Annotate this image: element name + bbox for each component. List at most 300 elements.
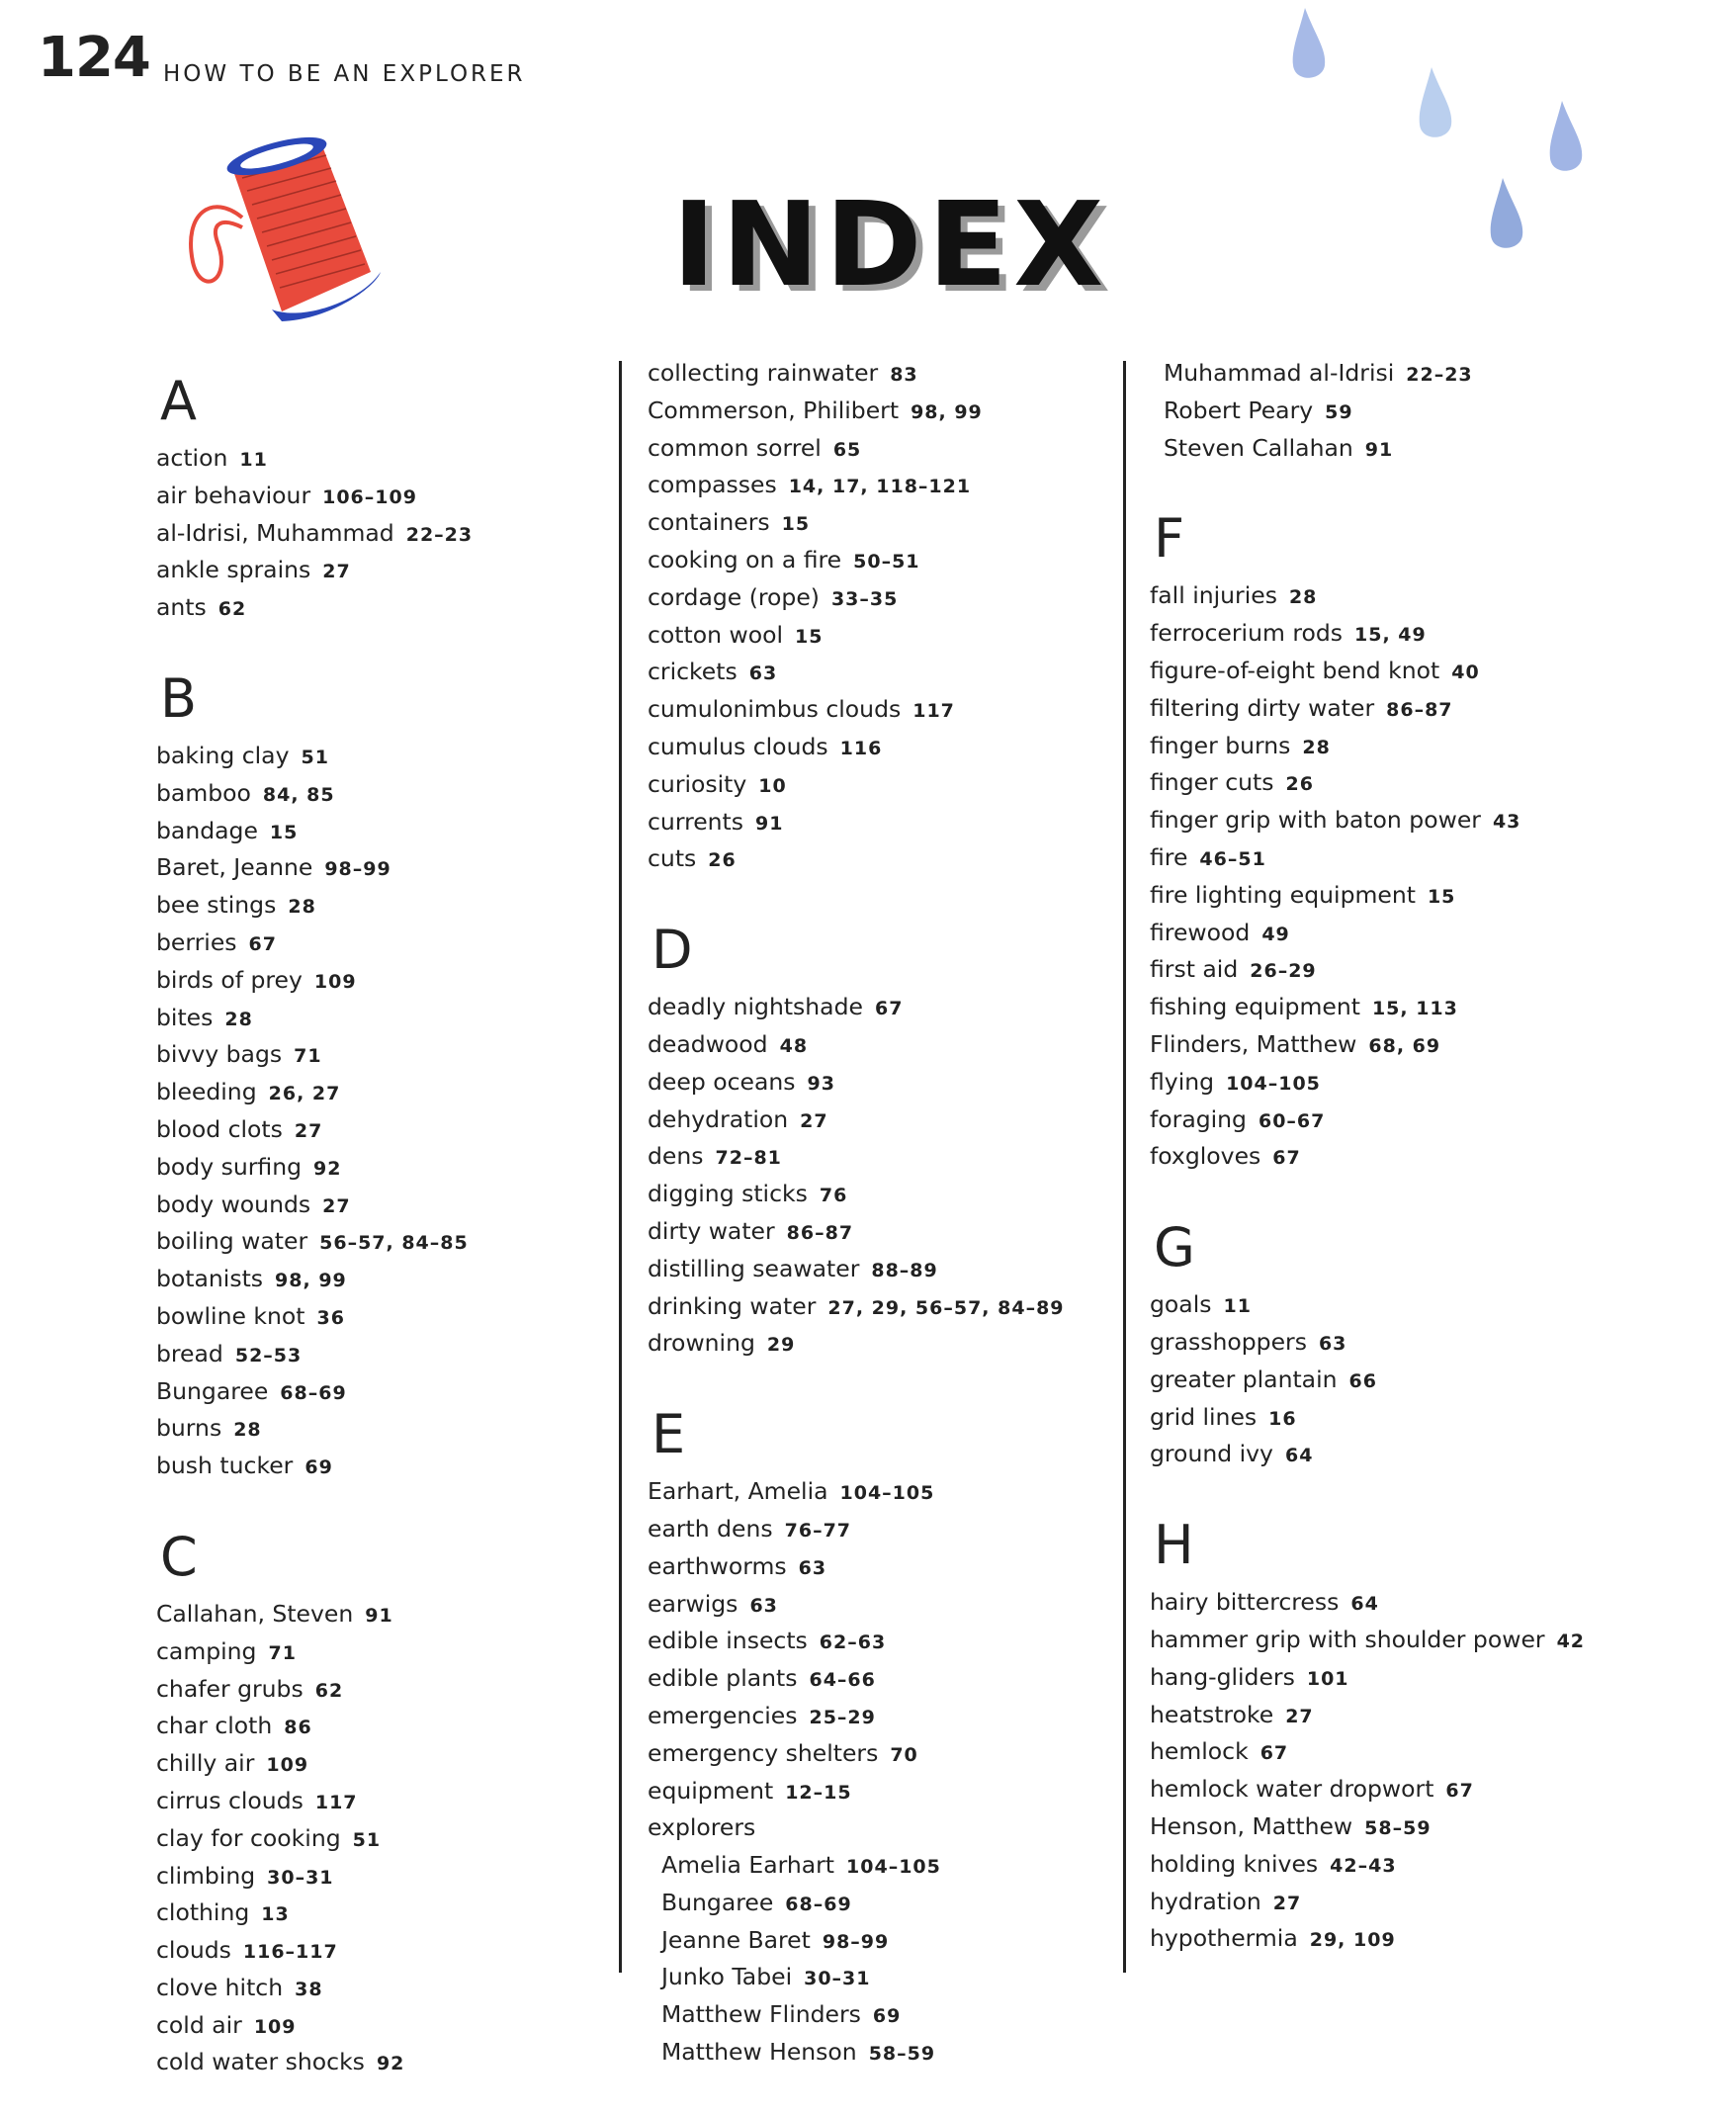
index-entry xyxy=(1150,1734,1703,1772)
index-section xyxy=(648,1474,1112,2072)
index-entry xyxy=(156,850,601,888)
entry-term: bleeding xyxy=(156,1078,257,1106)
entry-term: chafer grubs xyxy=(156,1674,304,1703)
index-section xyxy=(156,739,601,1486)
running-head: HOW TO BE AN EXPLORER xyxy=(163,61,526,87)
section-gap xyxy=(1150,468,1703,493)
entry-term: bamboo xyxy=(156,778,251,807)
index-entry xyxy=(156,1933,601,1971)
entry-term: bites xyxy=(156,1003,214,1031)
entry-pages: 25–29 xyxy=(809,1706,876,1728)
index-entry xyxy=(648,1661,1112,1699)
index-entry xyxy=(1150,1772,1703,1809)
entry-pages: 27 xyxy=(1285,1705,1314,1727)
entry-pages: 48 xyxy=(779,1034,809,1057)
rain-drops-illustration xyxy=(1265,0,1611,277)
entry-pages: 28 xyxy=(288,896,316,919)
entry-term: foxgloves xyxy=(1150,1142,1261,1171)
entry-term: filtering dirty water xyxy=(1150,693,1375,722)
entry-term: earwigs xyxy=(648,1589,738,1618)
entry-term: first aid xyxy=(1150,955,1239,984)
section-letter: F xyxy=(1154,507,1185,571)
entry-term: camping xyxy=(156,1636,257,1665)
index-entry xyxy=(648,1923,1112,1961)
entry-term: finger cuts xyxy=(1150,768,1274,797)
entry-pages: 33–35 xyxy=(830,587,899,610)
index-entry xyxy=(156,926,601,963)
index-entry xyxy=(156,1337,601,1374)
index-entry xyxy=(1150,1921,1703,1959)
entry-term: char cloth xyxy=(156,1712,273,1740)
entry-pages: 92 xyxy=(313,1157,342,1180)
entry-term: chilly air xyxy=(156,1749,255,1778)
entry-term: earth dens xyxy=(648,1514,773,1543)
index-section xyxy=(156,1597,601,2082)
entry-pages: 60–67 xyxy=(1258,1109,1326,1132)
index-entry xyxy=(648,841,1112,879)
index-entry xyxy=(1150,1139,1703,1177)
index-entry xyxy=(156,1709,601,1746)
thread-spool-illustration xyxy=(173,124,410,341)
entry-term: Callahan, Steven xyxy=(156,1599,354,1628)
entry-pages: 104–105 xyxy=(846,1856,941,1879)
entry-pages: 88–89 xyxy=(871,1259,938,1281)
entry-pages: 51 xyxy=(352,1828,382,1851)
entry-pages: 26 xyxy=(708,849,737,872)
index-entry xyxy=(648,1848,1112,1886)
index-entry xyxy=(156,1449,601,1486)
entry-term: foraging xyxy=(1150,1104,1247,1133)
entry-pages: 27 xyxy=(800,1109,828,1132)
entry-term: clay for cooking xyxy=(156,1823,341,1852)
entry-pages: 65 xyxy=(832,438,862,461)
index-entry xyxy=(648,2035,1112,2072)
entry-term: dens xyxy=(648,1142,704,1171)
entry-term: distilling seawater xyxy=(648,1254,860,1282)
entry-term: boiling water xyxy=(156,1227,308,1256)
entry-pages: 27 xyxy=(1272,1892,1302,1914)
entry-term: Junko Tabei xyxy=(661,1963,793,1991)
index-entry xyxy=(156,1746,601,1784)
entry-pages: 15 xyxy=(794,625,824,648)
entry-pages: 93 xyxy=(807,1072,835,1095)
entry-term: birds of prey xyxy=(156,965,303,994)
section-gap xyxy=(156,628,601,654)
entry-term: bivvy bags xyxy=(156,1040,283,1069)
entry-term: hemlock xyxy=(1150,1737,1249,1766)
index-section xyxy=(156,441,601,628)
entry-term: ferrocerium rods xyxy=(1150,619,1344,648)
entry-pages: 70 xyxy=(890,1743,918,1766)
index-entry xyxy=(648,580,1112,618)
index-entry xyxy=(1150,691,1703,729)
index-entry xyxy=(648,543,1112,580)
entry-term: Matthew Henson xyxy=(661,2038,857,2067)
index-column-3 xyxy=(1150,356,1703,1959)
entry-pages: 29, 109 xyxy=(1309,1929,1396,1952)
index-entry xyxy=(1150,654,1703,691)
index-entry xyxy=(156,1672,601,1710)
index-column-1 xyxy=(156,356,601,2082)
index-entry xyxy=(156,479,601,516)
entry-term: dirty water xyxy=(648,1216,775,1245)
entry-term: Bungaree xyxy=(661,1888,774,1916)
entry-term: hemlock water dropwort xyxy=(1150,1775,1434,1804)
entry-term: collecting rainwater xyxy=(648,359,879,387)
entry-pages: 58–59 xyxy=(868,2043,936,2066)
index-entry xyxy=(648,505,1112,543)
index-entry xyxy=(648,1139,1112,1177)
entry-term: firewood xyxy=(1150,918,1251,946)
entry-pages: 59 xyxy=(1325,400,1353,423)
index-entry xyxy=(1150,952,1703,990)
entry-term: clothing xyxy=(156,1898,250,1927)
index-entry xyxy=(1150,1325,1703,1363)
entry-term: currents xyxy=(648,807,744,836)
entry-term: cotton wool xyxy=(648,620,783,649)
index-entry xyxy=(1150,356,1703,394)
entry-term: digging sticks xyxy=(648,1180,808,1208)
entry-pages: 91 xyxy=(1364,438,1394,461)
entry-pages: 84, 85 xyxy=(262,783,335,806)
entry-pages: 11 xyxy=(239,449,268,471)
entry-pages: 63 xyxy=(749,1594,778,1617)
loose-thread xyxy=(191,207,242,281)
entry-pages: 67 xyxy=(874,998,904,1020)
entry-pages: 13 xyxy=(261,1903,290,1926)
index-entry xyxy=(1150,878,1703,916)
entry-term: common sorrel xyxy=(648,433,822,462)
entry-term: grid lines xyxy=(1150,1402,1258,1431)
entry-term: heatstroke xyxy=(1150,1700,1274,1728)
entry-term: holding knives xyxy=(1150,1849,1319,1878)
index-entry xyxy=(648,1774,1112,1811)
entry-term: cirrus clouds xyxy=(156,1786,304,1814)
entry-term: fire xyxy=(1150,842,1188,871)
entry-term: explorers xyxy=(648,1813,756,1842)
index-entry xyxy=(648,1736,1112,1774)
index-entry xyxy=(1150,578,1703,616)
entry-term: drowning xyxy=(648,1329,755,1358)
entry-pages: 46–51 xyxy=(1199,847,1266,870)
index-entry xyxy=(1150,1698,1703,1735)
index-entry xyxy=(648,767,1112,805)
entry-term: compasses xyxy=(648,471,777,499)
entry-term: curiosity xyxy=(648,769,747,798)
entry-term: hang-gliders xyxy=(1150,1662,1295,1691)
entry-term: clove hitch xyxy=(156,1973,284,2001)
index-entry xyxy=(1150,765,1703,803)
entry-term: bee stings xyxy=(156,891,277,920)
index-entry xyxy=(156,814,601,851)
entry-pages: 50–51 xyxy=(853,550,920,573)
index-entry xyxy=(156,1374,601,1412)
entry-term: Jeanne Baret xyxy=(661,1925,811,1954)
index-entry xyxy=(648,1960,1112,1997)
index-entry xyxy=(1150,616,1703,654)
entry-pages: 29 xyxy=(766,1334,796,1357)
entry-term: cumulus clouds xyxy=(648,732,828,760)
index-section xyxy=(648,356,1112,879)
index-entry xyxy=(648,1289,1112,1327)
index-entry xyxy=(156,1075,601,1112)
entry-term: Baret, Jeanne xyxy=(156,853,313,882)
entry-term: ants xyxy=(156,593,207,622)
entry-term: finger grip with baton power xyxy=(1150,806,1481,835)
entry-pages: 86 xyxy=(284,1717,312,1739)
entry-term: equipment xyxy=(648,1776,774,1805)
index-entry xyxy=(156,1150,601,1188)
entry-term: berries xyxy=(156,927,237,956)
entry-pages: 64 xyxy=(1284,1445,1314,1467)
entry-pages: 15 xyxy=(269,821,299,843)
entry-term: cuts xyxy=(648,844,697,873)
entry-term: climbing xyxy=(156,1861,256,1890)
index-entry xyxy=(156,441,601,479)
index-entry xyxy=(648,1512,1112,1549)
entry-term: bandage xyxy=(156,816,258,844)
entry-pages: 98–99 xyxy=(324,858,391,881)
column-divider xyxy=(1123,361,1126,1973)
index-entry xyxy=(156,553,601,590)
entry-term: Robert Peary xyxy=(1164,396,1314,424)
entry-pages: 104–105 xyxy=(1226,1072,1321,1095)
section-gap xyxy=(156,1486,601,1512)
entry-pages: 22–23 xyxy=(405,523,474,546)
entry-term: ground ivy xyxy=(1150,1440,1273,1468)
index-entry xyxy=(156,1896,601,1933)
entry-term: deadwood xyxy=(648,1029,768,1058)
entry-term: edible insects xyxy=(648,1627,808,1655)
entry-pages: 27 xyxy=(322,1194,351,1217)
entry-pages: 109 xyxy=(266,1754,309,1777)
entry-term: cumulonimbus clouds xyxy=(648,695,902,724)
entry-term: botanists xyxy=(156,1265,264,1293)
entry-pages: 117 xyxy=(912,700,955,723)
entry-term: Bungaree xyxy=(156,1376,269,1405)
entry-pages: 92 xyxy=(376,2053,405,2075)
index-section xyxy=(1150,356,1703,468)
entry-pages: 38 xyxy=(295,1978,323,2000)
index-entry xyxy=(648,1177,1112,1214)
index-entry xyxy=(1150,1885,1703,1922)
index-entry xyxy=(156,1188,601,1225)
entry-term: bush tucker xyxy=(156,1452,294,1480)
entry-pages: 42 xyxy=(1556,1630,1586,1652)
index-entry xyxy=(156,1299,601,1337)
entry-pages: 91 xyxy=(365,1604,393,1627)
entry-pages: 26 xyxy=(1285,773,1314,796)
index-entry xyxy=(648,468,1112,505)
entry-term: drinking water xyxy=(648,1291,817,1320)
entry-pages: 98, 99 xyxy=(911,400,983,423)
entry-term: greater plantain xyxy=(1150,1365,1338,1393)
index-entry xyxy=(648,990,1112,1027)
index-entry xyxy=(1150,431,1703,469)
entry-pages: 16 xyxy=(1268,1407,1297,1430)
entry-pages: 27, 29, 56–57, 84–89 xyxy=(827,1296,1065,1319)
entry-term: body surfing xyxy=(156,1152,303,1181)
entry-pages: 28 xyxy=(1302,736,1331,758)
entry-pages: 27 xyxy=(294,1119,323,1142)
index-entry xyxy=(1150,1065,1703,1102)
entry-pages: 71 xyxy=(294,1045,322,1068)
index-section xyxy=(1150,578,1703,1177)
entry-term: finger burns xyxy=(1150,731,1291,759)
entry-term: bread xyxy=(156,1339,223,1367)
entry-term: fishing equipment xyxy=(1150,993,1360,1021)
entry-term: flying xyxy=(1150,1067,1215,1096)
index-entry xyxy=(156,963,601,1001)
entry-pages: 62–63 xyxy=(819,1631,887,1654)
index-entry xyxy=(156,2045,601,2082)
entry-term: action xyxy=(156,444,228,472)
entry-term: dehydration xyxy=(648,1104,789,1133)
page-title: INDEX xyxy=(672,176,1110,312)
entry-term: figure-of-eight bend knot xyxy=(1150,656,1440,684)
section-letter: A xyxy=(160,370,197,432)
index-entry xyxy=(648,692,1112,730)
entry-pages: 67 xyxy=(1445,1780,1474,1803)
entry-pages: 72–81 xyxy=(715,1147,782,1170)
index-entry xyxy=(648,1065,1112,1102)
entry-pages: 36 xyxy=(316,1306,345,1329)
index-entry xyxy=(156,1821,601,1859)
entry-pages: 98, 99 xyxy=(275,1270,347,1292)
entry-pages: 116 xyxy=(839,737,883,759)
entry-pages: 12–15 xyxy=(785,1781,852,1804)
entry-pages: 52–53 xyxy=(234,1344,303,1367)
entry-term: Matthew Flinders xyxy=(661,2000,861,2029)
entry-pages: 28 xyxy=(233,1419,262,1442)
entry-term: clouds xyxy=(156,1936,231,1965)
entry-pages: 86–87 xyxy=(786,1221,854,1244)
entry-pages: 106–109 xyxy=(322,485,417,508)
entry-term: cold water shocks xyxy=(156,2048,365,2076)
index-entry xyxy=(1150,1400,1703,1438)
index-entry xyxy=(1150,990,1703,1027)
entry-pages: 63 xyxy=(748,662,778,685)
entry-pages: 26–29 xyxy=(1250,960,1317,983)
column-divider xyxy=(619,361,622,1973)
entry-pages: 104–105 xyxy=(839,1482,935,1505)
index-entry xyxy=(156,776,601,814)
index-entry xyxy=(156,2008,601,2046)
entry-term: containers xyxy=(648,508,770,537)
entry-pages: 26, 27 xyxy=(268,1083,341,1105)
entry-pages: 28 xyxy=(1288,586,1318,609)
section-letter: D xyxy=(651,919,693,982)
entry-pages: 66 xyxy=(1348,1369,1377,1392)
entry-pages: 62 xyxy=(217,598,247,621)
index-entry xyxy=(1150,1363,1703,1400)
entry-pages: 76 xyxy=(819,1185,848,1207)
index-entry xyxy=(1150,729,1703,766)
index-entry xyxy=(1150,916,1703,953)
entry-pages: 109 xyxy=(313,970,357,993)
index-entry xyxy=(156,1001,601,1038)
entry-pages: 42–43 xyxy=(1330,1854,1397,1877)
entry-term: goals xyxy=(1150,1290,1212,1319)
entry-pages: 43 xyxy=(1492,811,1521,834)
entry-pages: 15 xyxy=(781,513,811,536)
index-entry xyxy=(648,1252,1112,1289)
index-entry xyxy=(648,805,1112,842)
entry-pages: 49 xyxy=(1261,923,1290,945)
entry-term: Steven Callahan xyxy=(1164,433,1353,462)
index-entry xyxy=(1150,1623,1703,1660)
index-entry xyxy=(156,1411,601,1449)
index-entry xyxy=(156,516,601,554)
entry-pages: 28 xyxy=(224,1008,253,1030)
index-entry xyxy=(648,1474,1112,1512)
entry-term: hypothermia xyxy=(1150,1924,1298,1953)
index-entry xyxy=(1150,1027,1703,1065)
entry-pages: 68–69 xyxy=(280,1381,347,1404)
entry-term: crickets xyxy=(648,658,738,686)
index-entry xyxy=(648,1214,1112,1252)
index-entry xyxy=(156,1597,601,1634)
index-entry xyxy=(1150,1660,1703,1698)
index-entry xyxy=(156,590,601,628)
section-letter: H xyxy=(1154,1514,1194,1577)
index-entry xyxy=(1150,1437,1703,1474)
index-entry xyxy=(156,739,601,776)
entry-term: hydration xyxy=(1150,1887,1261,1915)
index-entry xyxy=(1150,803,1703,840)
index-entry xyxy=(156,1971,601,2008)
entry-pages: 83 xyxy=(890,364,918,386)
entry-term: Flinders, Matthew xyxy=(1150,1029,1357,1058)
entry-term: hairy bittercress xyxy=(1150,1588,1340,1617)
section-gap xyxy=(648,879,1112,905)
entry-pages: 11 xyxy=(1223,1295,1252,1318)
entry-term: Amelia Earhart xyxy=(661,1851,835,1880)
entry-term: Muhammad al-Idrisi xyxy=(1164,359,1395,387)
entry-term: grasshoppers xyxy=(1150,1327,1307,1356)
index-entry xyxy=(1150,394,1703,431)
entry-pages: 101 xyxy=(1306,1667,1349,1690)
index-entry xyxy=(648,1102,1112,1140)
entry-term: baking clay xyxy=(156,741,290,769)
entry-pages: 30–31 xyxy=(804,1968,871,1990)
index-entry xyxy=(648,394,1112,431)
index-entry xyxy=(156,1262,601,1299)
entry-pages: 15, 113 xyxy=(1371,998,1458,1020)
entry-term: deep oceans xyxy=(648,1067,796,1096)
entry-term: bowline knot xyxy=(156,1301,305,1330)
entry-pages: 109 xyxy=(253,2015,297,2038)
entry-term: edible plants xyxy=(648,1664,798,1693)
entry-pages: 30–31 xyxy=(267,1866,334,1889)
entry-pages: 67 xyxy=(1272,1147,1301,1170)
index-entry xyxy=(648,1587,1112,1625)
section-gap xyxy=(1150,1474,1703,1500)
index-entry xyxy=(156,888,601,926)
entry-pages: 91 xyxy=(755,812,784,835)
entry-pages: 15 xyxy=(1427,885,1456,908)
index-entry xyxy=(1150,1585,1703,1623)
index-entry xyxy=(648,431,1112,469)
entry-pages: 76–77 xyxy=(784,1519,852,1542)
entry-term: cold air xyxy=(156,2010,242,2039)
entry-pages: 40 xyxy=(1451,661,1480,683)
entry-term: fall injuries xyxy=(1150,581,1277,610)
entry-pages: 63 xyxy=(798,1556,827,1579)
index-entry xyxy=(156,1112,601,1150)
index-entry xyxy=(648,1624,1112,1661)
entry-pages: 58–59 xyxy=(1364,1816,1432,1839)
